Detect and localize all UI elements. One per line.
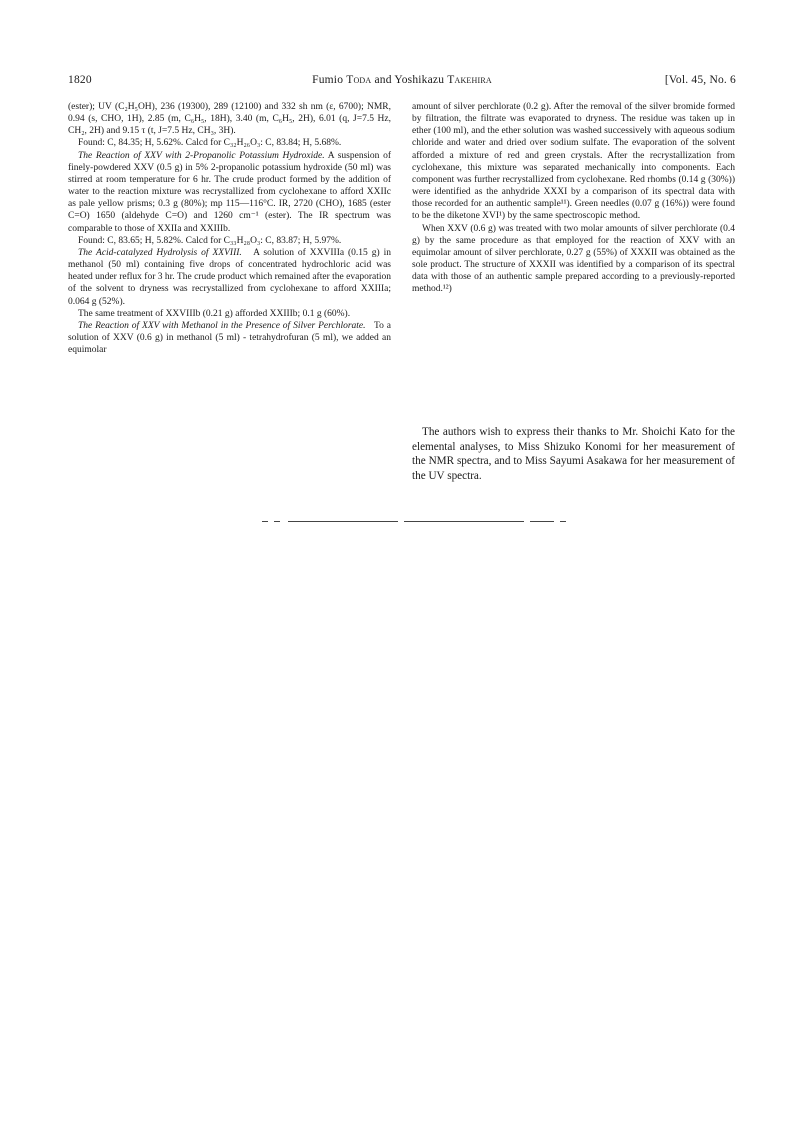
author-surname-2: Takehira: [447, 74, 492, 86]
body-paragraph: When XXV (0.6 g) was treated with two molar amounts of silver perchlorate (0.4 g) by the same procedure as that employed for the reaction of XXV with an equimolar amount of silver perchlorate, 0.27 g (55%) of XXXII was obtained as the sole product. The structure of XXXII was identified by a comparison of its spectral data with those of an authentic sample prepared according to a previously-reported method.¹²): [412, 223, 735, 295]
section-heading: The Reaction of XXV with 2-Propanolic Potassium Hydroxide.: [78, 150, 325, 161]
section-heading: The Acid-catalyzed Hydrolysis of XXVIII.: [78, 247, 242, 258]
elemental-analysis: Found: C, 83.65; H, 5.82%. Calcd for C₃₃H₂₈O₃: C, 83.87; H, 5.97%.: [78, 235, 342, 246]
end-rule: [262, 519, 567, 525]
elemental-analysis: Found: C, 84.35; H, 5.62%. Calcd for C₃₂H₂₆O₃: C, 83.84; H, 5.68%.: [78, 138, 342, 149]
body-paragraph: The same treatment of XXVIIIb (0.21 g) afforded XXIIIb; 0.1 g (60%).: [78, 308, 351, 319]
running-header: [68, 74, 736, 90]
volume-info: [Vol. 45, No. 6: [664, 74, 736, 86]
section-body: To a solution of XXV (0.6 g) in methanol (5 ml) - tetrahydrofuran (5 ml), we added an equimolar: [68, 320, 391, 356]
rule-dash: [274, 521, 280, 522]
rule-segment: [288, 521, 398, 522]
author-first-name-1: Fumio: [312, 74, 347, 86]
acknowledgment: The authors wish to express their thanks to Mr. Shoichi Kato for the elemental analyses, to Miss Shizuko Konomi for her measurement of the NMR spectra, and to Miss Sayumi Asakawa for her measurement of the UV spectra.: [412, 426, 735, 482]
section-paragraph: [68, 247, 391, 308]
left-column: [68, 101, 391, 356]
right-column: [412, 101, 735, 296]
section-paragraph: [68, 150, 391, 235]
rule-dash: [560, 521, 566, 522]
rule-segment: [404, 521, 524, 522]
section-body: A suspension of finely-powdered XXV (0.5 g) in 5% 2-propanolic potassium hydroxide (50 ml) was stirred at room temperature for 6 hr. The crude product formed by the addition of water to the reaction mixture was recrystallized from cyclohexane to afford XXIIc as pale yellow prisms; 0.3 g (80%); mp 115—116°C. IR, 2720 (CHO), 1685 (ester C=O) 1650 (aldehyde C=O) and 1260 cm⁻¹ (ester). The IR spectrum was comparable to those of XXIIa and XXIIIb.: [68, 150, 391, 234]
rule-dash: [262, 521, 268, 522]
continued-paragraph: amount of silver perchlorate (0.2 g). After the removal of the silver bromide formed by filtration, the filtrate was evaporated to dryness. The residue was taken up in ether (100 ml), and the ether solution was washed successively with aqueous sodium chloride and water and dried over sodium sulfate. The evaporation of the solvent afforded a mixture of red and green crystals. After the recrystallization from cyclohexane, this mixture was separated mechanically into components. Each component was further recrystallized from cyclohexane. Red rhombs (0.14 g (30%)) were identified as the anhydride XXXI by a comparison of its spectral data with those recorded for an authentic sample¹¹). Green needles (0.07 g (16%)) were found to be the diketone XVI¹) by the same spectroscopic method.: [412, 102, 735, 222]
rule-segment: [530, 521, 554, 522]
section-heading: The Reaction of XXV with Methanol in the Presence of Silver Perchlorate.: [78, 320, 366, 331]
section-paragraph: [68, 320, 391, 356]
page-number: 1820: [68, 74, 92, 86]
section-body: A solution of XXVIIIa (0.15 g) in methanol (50 ml) containing five drops of concentrated hydrochloric acid was heated under reflux for 3 hr. The crude product which remained after the evaporation of the solvent to dryness was recrystallized from cyclohexane to afford XXIIIa; 0.064 g (52%).: [68, 247, 391, 307]
author-first-name-2: and Yoshikazu: [371, 74, 448, 86]
continued-paragraph: (ester); UV (C₂H₅OH), 236 (19300), 289 (12100) and 332 sh nm (ε, 6700); NMR, 0.94 (s, CHO, 1H), 2.85 (m, C₆H₅, 18H), 3.40 (m, C₆H₅, 2H), 6.01 (q, J=7.5 Hz, CH₂, 2H) and 9.15 τ (t, J=7.5 Hz, CH₃, 3H).: [68, 102, 391, 137]
running-authors: [68, 74, 736, 86]
author-surname-1: Toda: [346, 74, 372, 86]
